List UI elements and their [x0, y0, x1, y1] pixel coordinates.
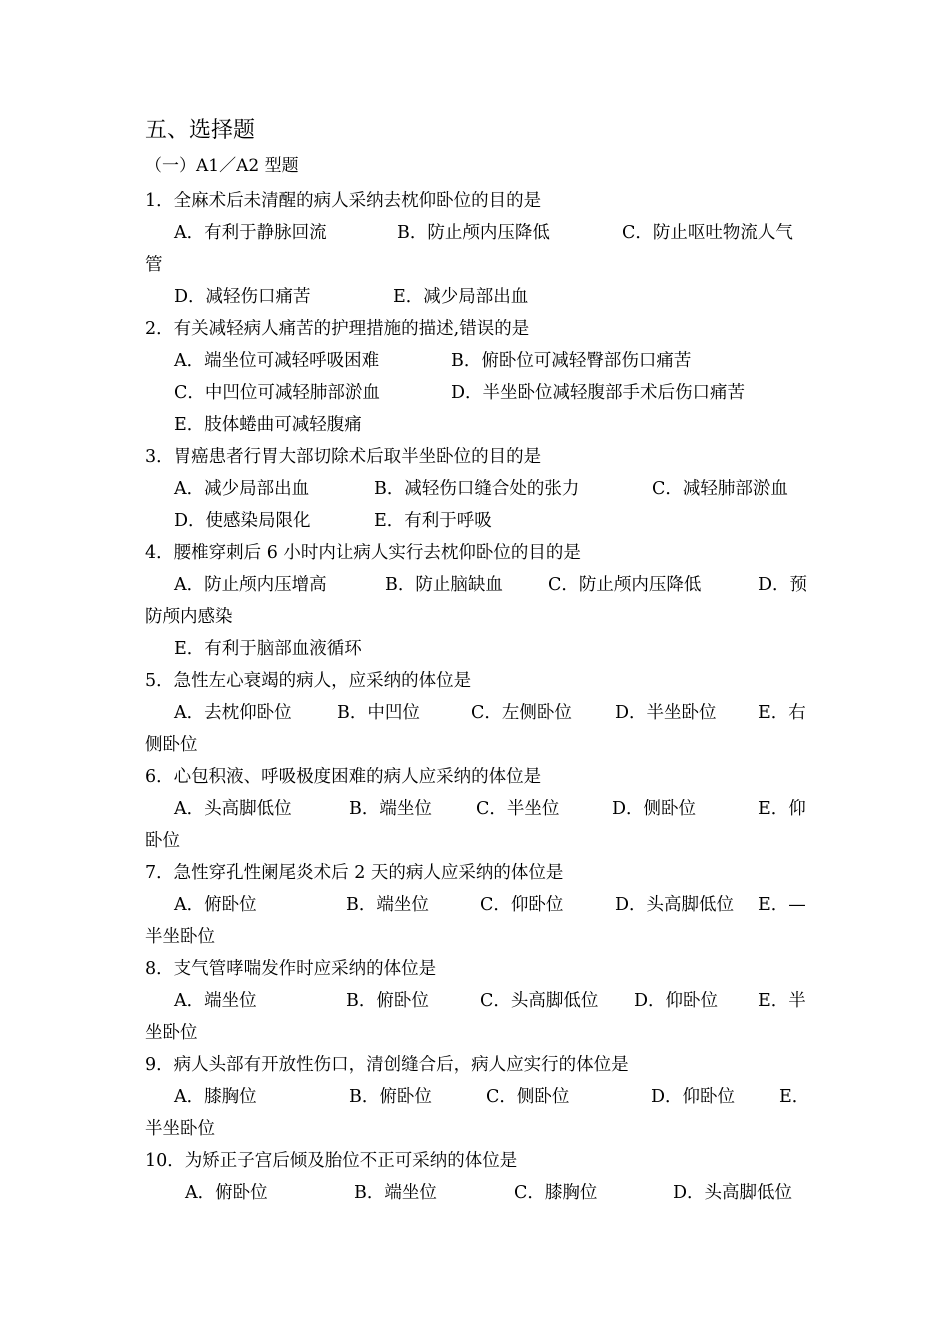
question-9-option-c: C．侧卧位 — [486, 1087, 570, 1107]
question-5-option-c: C．左侧卧位 — [471, 703, 572, 723]
question-1-option-b: B．防止颅内压降低 — [397, 223, 550, 243]
question-2-stem: 2．有关减轻病人痛苦的护理措施的描述,错误的是 — [145, 319, 530, 339]
question-8-stem: 8．支气管哮喘发作时应采纳的体位是 — [145, 959, 437, 979]
question-4-stem: 4．腰椎穿刺后 6 小时内让病人实行去枕仰卧位的目的是 — [145, 543, 581, 563]
question-5-option-a: A．去枕仰卧位 — [174, 703, 292, 723]
subsection-title: （一）A1／A2 型题 — [145, 156, 299, 176]
question-1-wrap: 管 — [145, 255, 163, 275]
question-9-option-a: A．膝胸位 — [174, 1087, 257, 1107]
question-4-option-c: C．防止颅内压降低 — [548, 575, 702, 595]
question-3-option-e: E．有利于呼吸 — [374, 511, 492, 531]
question-5-option-b: B．中凹位 — [337, 703, 420, 723]
question-8-option-a: A．端坐位 — [174, 991, 257, 1011]
question-4-option-b: B．防止脑缺血 — [385, 575, 503, 595]
question-2-option-c: C．中凹位可减轻肺部淤血 — [174, 383, 380, 403]
question-10-option-c: C．膝胸位 — [514, 1183, 598, 1203]
question-9-option-b: B．俯卧位 — [349, 1087, 432, 1107]
question-1-stem: 1．全麻术后未清醒的病人采纳去枕仰卧位的目的是 — [145, 191, 542, 211]
question-6-option-e: E．仰 — [758, 799, 806, 819]
question-4-wrap: 防颅内感染 — [145, 607, 233, 627]
question-8-option-b: B．俯卧位 — [346, 991, 429, 1011]
question-7-option-e: E．— — [758, 895, 806, 915]
question-3-option-c: C．减轻肺部淤血 — [652, 479, 788, 499]
question-4-option-e: E．有利于脑部血液循环 — [174, 639, 362, 659]
question-3-option-b: B．减轻伤口缝合处的张力 — [374, 479, 580, 499]
question-7-option-b: B．端坐位 — [346, 895, 429, 915]
question-8-option-e: E．半 — [758, 991, 806, 1011]
question-4-option-a: A．防止颅内压增高 — [174, 575, 327, 595]
question-8-option-c: C．头高脚低位 — [480, 991, 599, 1011]
question-2-option-b: B．俯卧位可减轻臀部伤口痛苦 — [451, 351, 692, 371]
question-10-option-b: B．端坐位 — [354, 1183, 437, 1203]
question-2-option-d: D．半坐卧位减轻腹部手术后伤口痛苦 — [451, 383, 746, 403]
question-1-option-e: E．减少局部出血 — [393, 287, 529, 307]
question-3-stem: 3．胃癌患者行胃大部切除术后取半坐卧位的目的是 — [145, 447, 542, 467]
question-6-option-d: D．侧卧位 — [612, 799, 697, 819]
question-9-option-e: E． — [779, 1087, 810, 1107]
question-1-option-c: C．防止呕吐物流人气 — [622, 223, 793, 243]
question-4-option-d: D．预 — [758, 575, 808, 595]
question-7-option-c: C．仰卧位 — [480, 895, 564, 915]
question-5-option-d: D．半坐卧位 — [615, 703, 717, 723]
question-7-wrap: 半坐卧位 — [145, 927, 215, 947]
question-10-stem: 10．为矫正子宫后倾及胎位不正可采纳的体位是 — [145, 1151, 518, 1171]
question-5-option-e: E．右 — [758, 703, 806, 723]
question-6-option-b: B．端坐位 — [349, 799, 432, 819]
question-10-option-a: A．俯卧位 — [185, 1183, 268, 1203]
question-2-option-a: A．端坐位可减轻呼吸困难 — [174, 351, 380, 371]
question-5-wrap: 侧卧位 — [145, 735, 198, 755]
question-1-option-a: A．有利于静脉回流 — [174, 223, 327, 243]
question-5-stem: 5．急性左心衰竭的病人，应采纳的体位是 — [145, 671, 472, 691]
section-title: 五、选择题 — [145, 118, 256, 143]
question-1-option-d: D．减轻伤口痛苦 — [174, 287, 311, 307]
question-6-stem: 6．心包积液、呼吸极度困难的病人应采纳的体位是 — [145, 767, 542, 787]
question-3-option-a: A．减少局部出血 — [174, 479, 310, 499]
question-6-option-a: A．头高脚低位 — [174, 799, 292, 819]
question-9-wrap: 半坐卧位 — [145, 1119, 215, 1139]
question-6-option-c: C．半坐位 — [476, 799, 560, 819]
question-9-stem: 9．病人头部有开放性伤口，清创缝合后，病人应实行的体位是 — [145, 1055, 629, 1075]
question-7-option-d: D．头高脚低位 — [615, 895, 735, 915]
question-7-stem: 7．急性穿孔性阑尾炎术后 2 天的病人应采纳的体位是 — [145, 863, 564, 883]
question-7-option-a: A．俯卧位 — [174, 895, 257, 915]
question-2-option-e: E．肢体蜷曲可减轻腹痛 — [174, 415, 362, 435]
question-10-option-d: D．头高脚低位 — [673, 1183, 793, 1203]
question-8-option-d: D．仰卧位 — [634, 991, 719, 1011]
question-8-wrap: 坐卧位 — [145, 1023, 198, 1043]
question-6-wrap: 卧位 — [145, 831, 180, 851]
question-3-option-d: D．使感染局限化 — [174, 511, 311, 531]
question-9-option-d: D．仰卧位 — [651, 1087, 736, 1107]
